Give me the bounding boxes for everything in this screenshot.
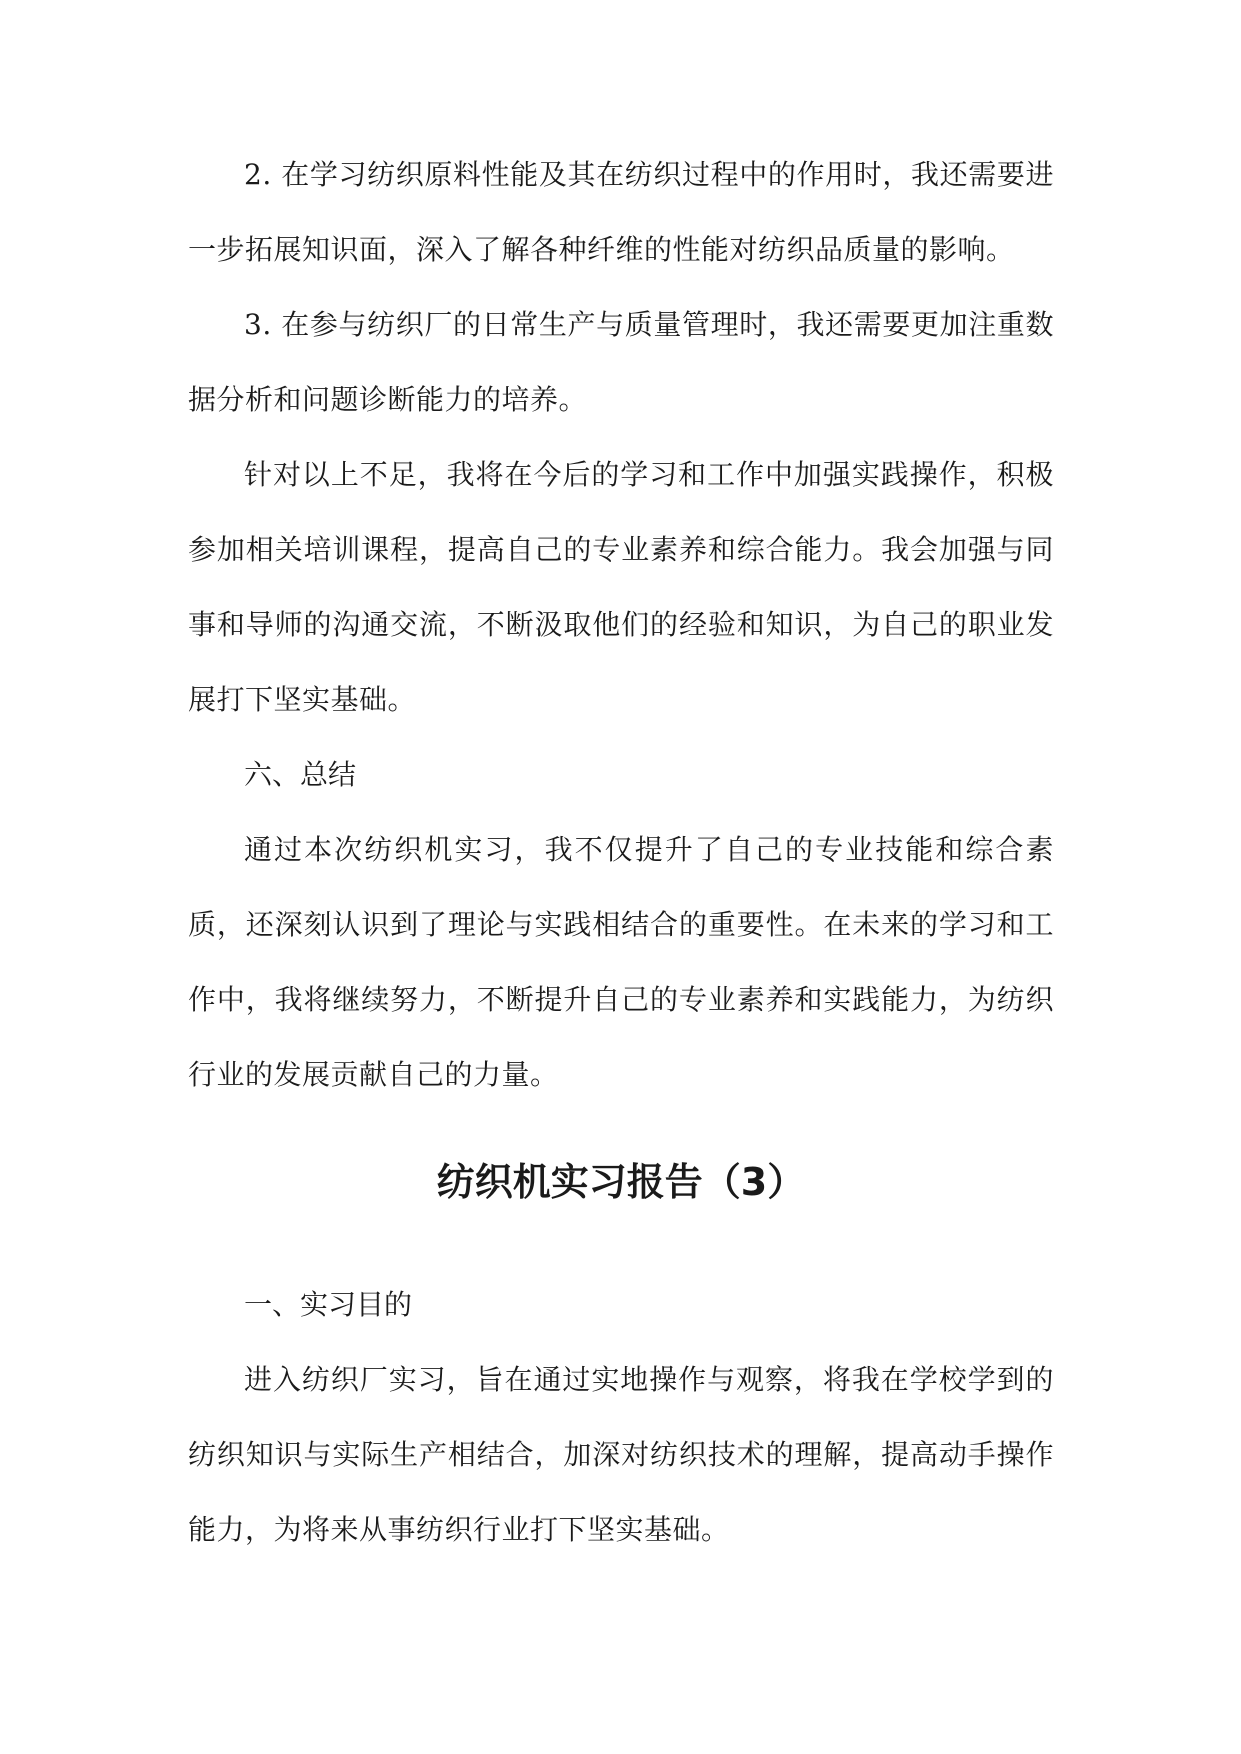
paragraph-item-3: 3. 在参与纺织厂的日常生产与质量管理时，我还需要更加注重数据分析和问题诊断能力的培养。 xyxy=(188,308,1054,416)
paragraph-improvement-plan: 针对以上不足，我将在今后的学习和工作中加强实践操作，积极参加相关培训课程，提高自己的专业素养和综合能力。我会加强与同事和导师的沟通交流，不断汲取他们的经验和知识，为自己的职业发展打下坚实基础。 xyxy=(188,458,1054,716)
section-heading-purpose: 一、实习目的 xyxy=(244,1288,413,1321)
report-title: 纺织机实习报告（3） xyxy=(436,1160,806,1204)
section-heading-summary: 六、总结 xyxy=(244,758,357,791)
paragraph-summary: 通过本次纺织机实习，我不仅提升了自己的专业技能和综合素质，还深刻认识到了理论与实践相结合的重要性。在未来的学习和工作中，我将继续努力，不断提升自己的专业素养和实践能力，为纺织行业的发展贡献自己的力量。 xyxy=(188,833,1054,1091)
paragraph-purpose: 进入纺织厂实习，旨在通过实地操作与观察，将我在学校学到的纺织知识与实际生产相结合，加深对纺织技术的理解，提高动手操作能力，为将来从事纺织行业打下坚实基础。 xyxy=(188,1363,1054,1546)
document-content xyxy=(188,137,1054,1567)
paragraph-item-2: 2. 在学习纺织原料性能及其在纺织过程中的作用时，我还需要进一步拓展知识面，深入了解各种纤维的性能对纺织品质量的影响。 xyxy=(188,158,1054,266)
